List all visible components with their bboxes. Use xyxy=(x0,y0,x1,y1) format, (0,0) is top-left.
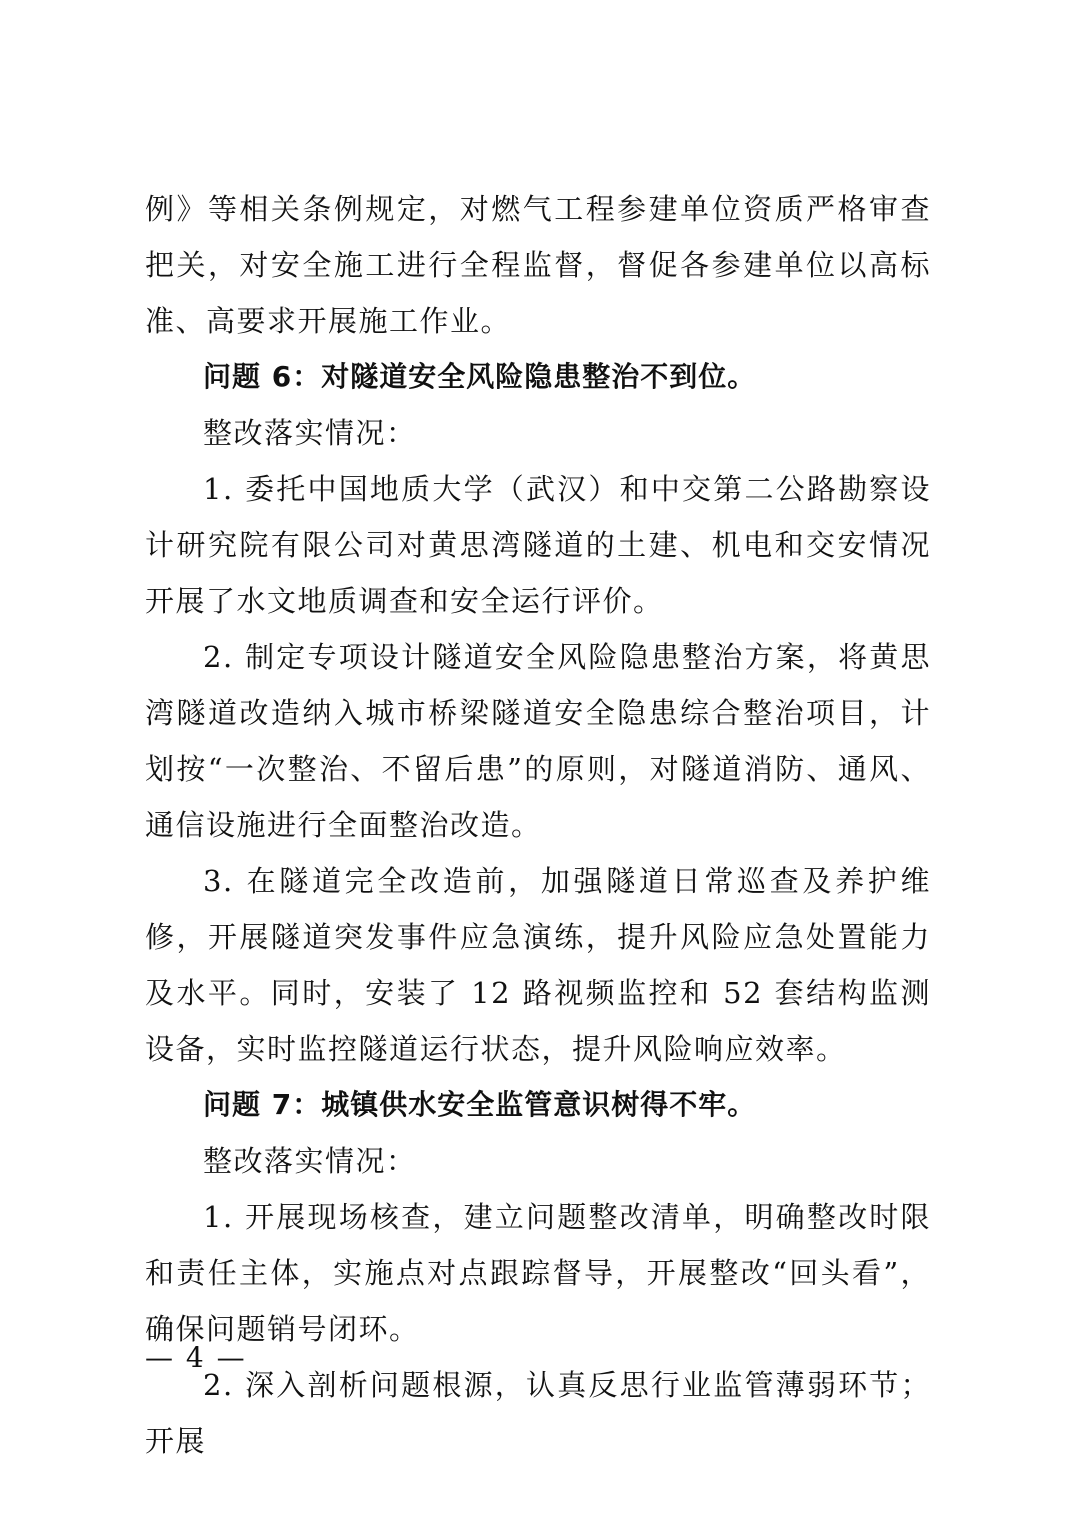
issue-6-heading: 问题 6：对隧道安全风险隐患整治不到位。 xyxy=(203,360,757,393)
paragraph-continuation: 例》等相关条例规定，对燃气工程参建单位资质严格审查把关，对安全施工进行全程监督，督促各参建单位以高标准、高要求开展施工作业。 xyxy=(145,192,931,338)
rectification-status-label: 整改落实情况： xyxy=(203,1144,417,1178)
rectification-status-label: 整改落实情况： xyxy=(203,416,417,450)
page-number: — 4 — xyxy=(145,1341,247,1374)
issue-7-heading: 问题 7：城镇供水安全监管意识树得不牢。 xyxy=(203,1088,757,1121)
issue-7-item-2: 2. 深入剖析问题根源，认真反思行业监管薄弱环节；开展 xyxy=(145,1368,931,1458)
issue-6-item-2: 2. 制定专项设计隧道安全风险隐患整治方案，将黄思湾隧道改造纳入城市桥梁隧道安全隐患综合整治项目，计划按“一次整治、不留后患”的原则，对隧道消防、通风、通信设施进行全面整治改造。 xyxy=(145,640,931,842)
issue-6-item-1: 1. 委托中国地质大学（武汉）和中交第二公路勘察设计研究院有限公司对黄思湾隧道的土建、机电和交安情况开展了水文地质调查和安全运行评价。 xyxy=(145,472,931,618)
document-body xyxy=(145,181,931,1469)
issue-6-item-3: 3. 在隧道完全改造前，加强隧道日常巡查及养护维修，开展隧道突发事件应急演练，提升风险应急处置能力及水平。同时，安装了 12 路视频监控和 52 套结构监测设备，实时监控隧道运行状态，提升风险响应效率。 xyxy=(145,864,931,1066)
issue-7-item-1: 1. 开展现场核查，建立问题整改清单，明确整改时限和责任主体，实施点对点跟踪督导，开展整改“回头看”，确保问题销号闭环。 xyxy=(145,1200,931,1346)
